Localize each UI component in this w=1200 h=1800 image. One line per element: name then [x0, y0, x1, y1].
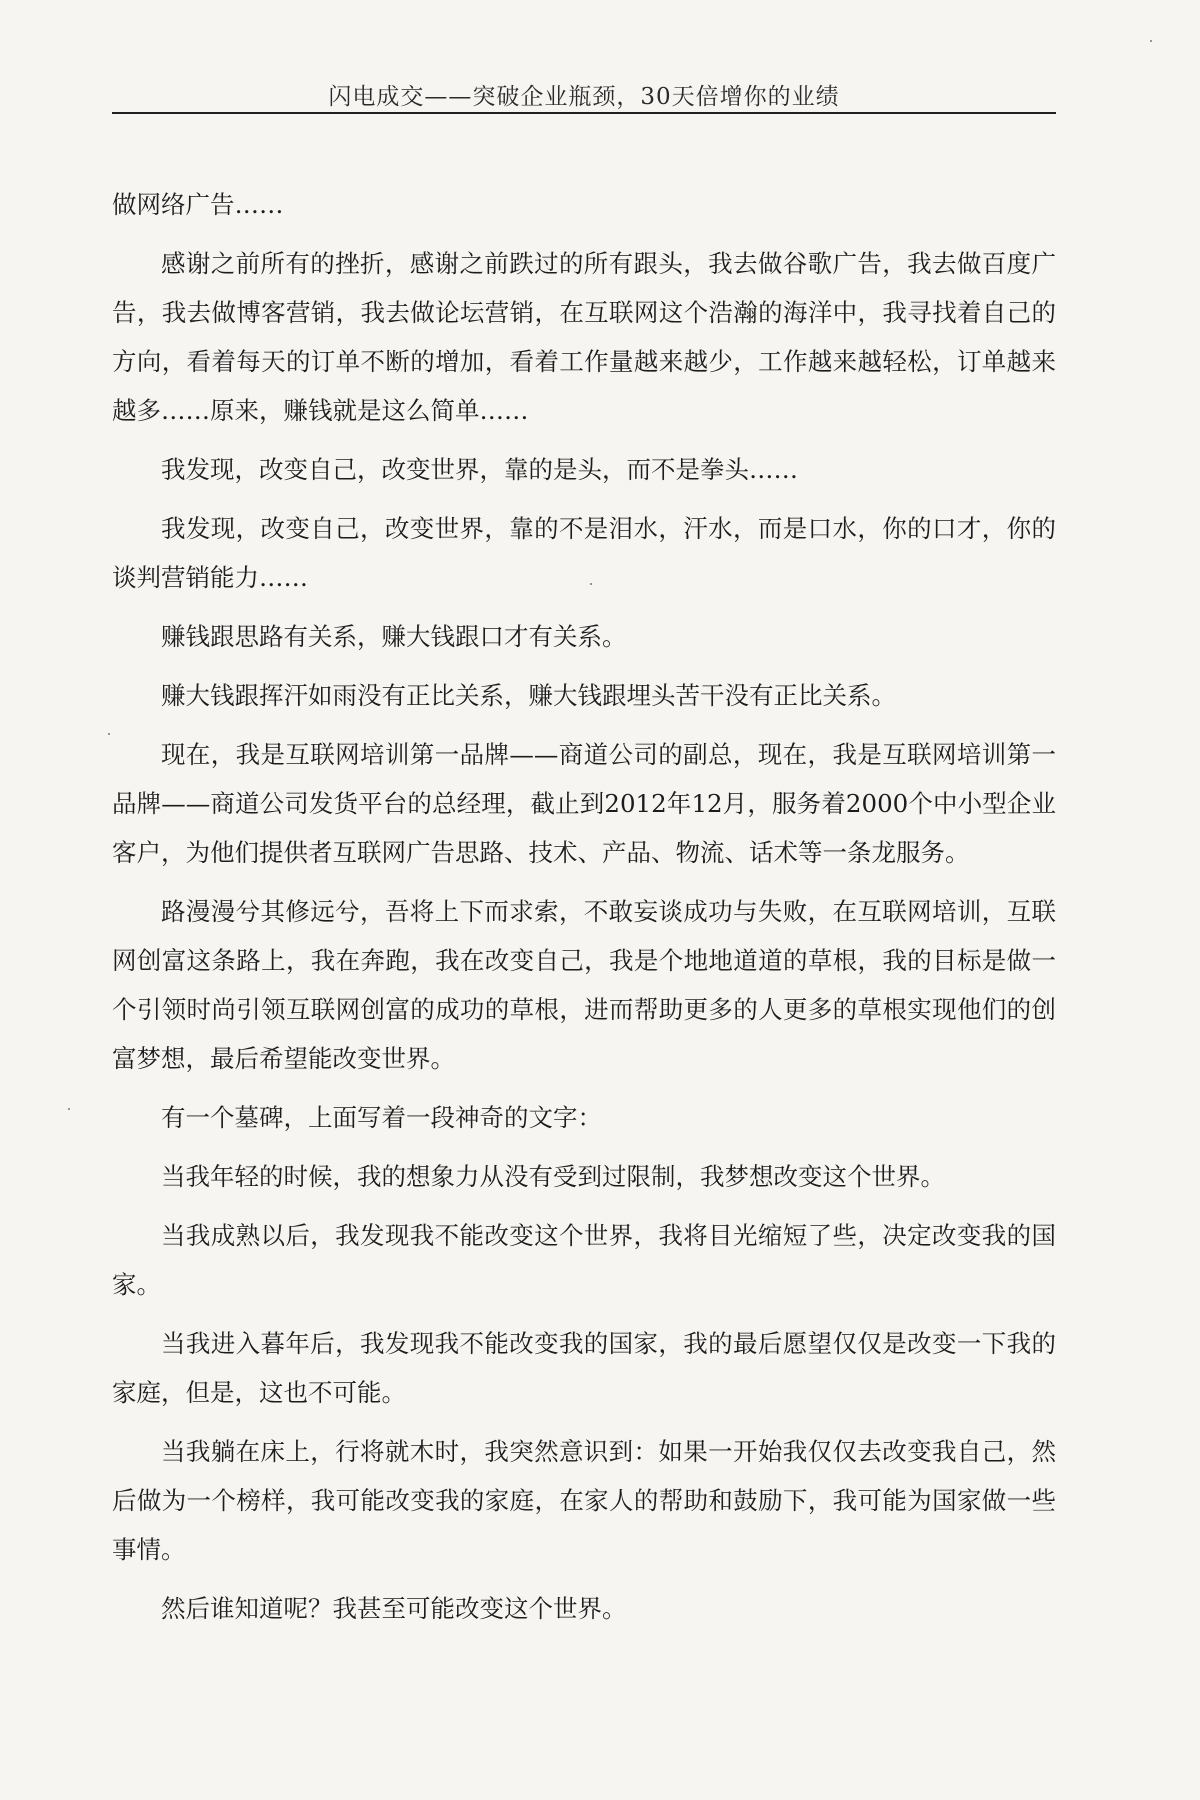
- scan-speck: [68, 1108, 70, 1110]
- paragraph: 现在，我是互联网培训第一品牌——商道公司的副总，现在，我是互联网培训第一品牌——商道公司发货平台的总经理，截止到2012年12月，服务着2000个中小型企业客户，为他们提供者互联网广告思路、技术、产品、物流、话术等一条龙服务。: [112, 740, 1056, 867]
- paragraph: 然后谁知道呢？我甚至可能改变这个世界。: [161, 1594, 627, 1623]
- scan-speck: [1150, 40, 1152, 42]
- paragraph: 我发现，改变自己，改变世界，靠的不是泪水，汗水，而是口水，你的口才，你的谈判营销能力……: [112, 514, 1056, 592]
- paragraph: 当我年轻的时候，我的想象力从没有受到过限制，我梦想改变这个世界。: [161, 1162, 945, 1191]
- paragraph: 感谢之前所有的挫折，感谢之前跌过的所有跟头，我去做谷歌广告，我去做百度广告，我去做博客营销，我去做论坛营销，在互联网这个浩瀚的海洋中，我寻找着自己的方向，看着每天的订单不断的增加，看着工作量越来越少，工作越来越轻松，订单越来越多……原来，赚钱就是这么简单……: [112, 249, 1056, 425]
- scan-speck: [108, 733, 110, 735]
- paragraph: 路漫漫兮其修远兮，吾将上下而求索，不敢妄谈成功与失败，在互联网培训，互联网创富这条路上，我在奔跑，我在改变自己，我是个地地道道的草根，我的目标是做一个引领时尚引领互联网创富的成功的草根，进而帮助更多的人更多的草根实现他们的创富梦想，最后希望能改变世界。: [112, 897, 1056, 1073]
- running-header: 闪电成交——突破企业瓶颈，30天倍增你的业绩: [328, 84, 840, 110]
- paragraph: 当我躺在床上，行将就木时，我突然意识到：如果一开始我仅仅去改变我自己，然后做为一个榜样，我可能改变我的家庭，在家人的帮助和鼓励下，我可能为国家做一些事情。: [112, 1437, 1056, 1564]
- paragraph: 赚钱跟思路有关系，赚大钱跟口才有关系。: [161, 622, 627, 651]
- paragraph: 当我进入暮年后，我发现我不能改变我的国家，我的最后愿望仅仅是改变一下我的家庭，但是，这也不可能。: [112, 1329, 1056, 1407]
- paragraph: 赚大钱跟挥汗如雨没有正比关系，赚大钱跟埋头苦干没有正比关系。: [161, 681, 896, 710]
- paragraph: 我发现，改变自己，改变世界，靠的是头，而不是拳头……: [161, 455, 798, 484]
- scan-speck: [590, 583, 592, 585]
- paragraph: 有一个墓碑，上面写着一段神奇的文字：: [161, 1103, 602, 1132]
- body-text: [112, 180, 1056, 1643]
- paragraph: 当我成熟以后，我发现我不能改变这个世界，我将目光缩短了些，决定改变我的国家。: [112, 1221, 1056, 1299]
- header-rule: [112, 112, 1056, 114]
- paragraph-continuation: 做网络广告……: [112, 190, 284, 219]
